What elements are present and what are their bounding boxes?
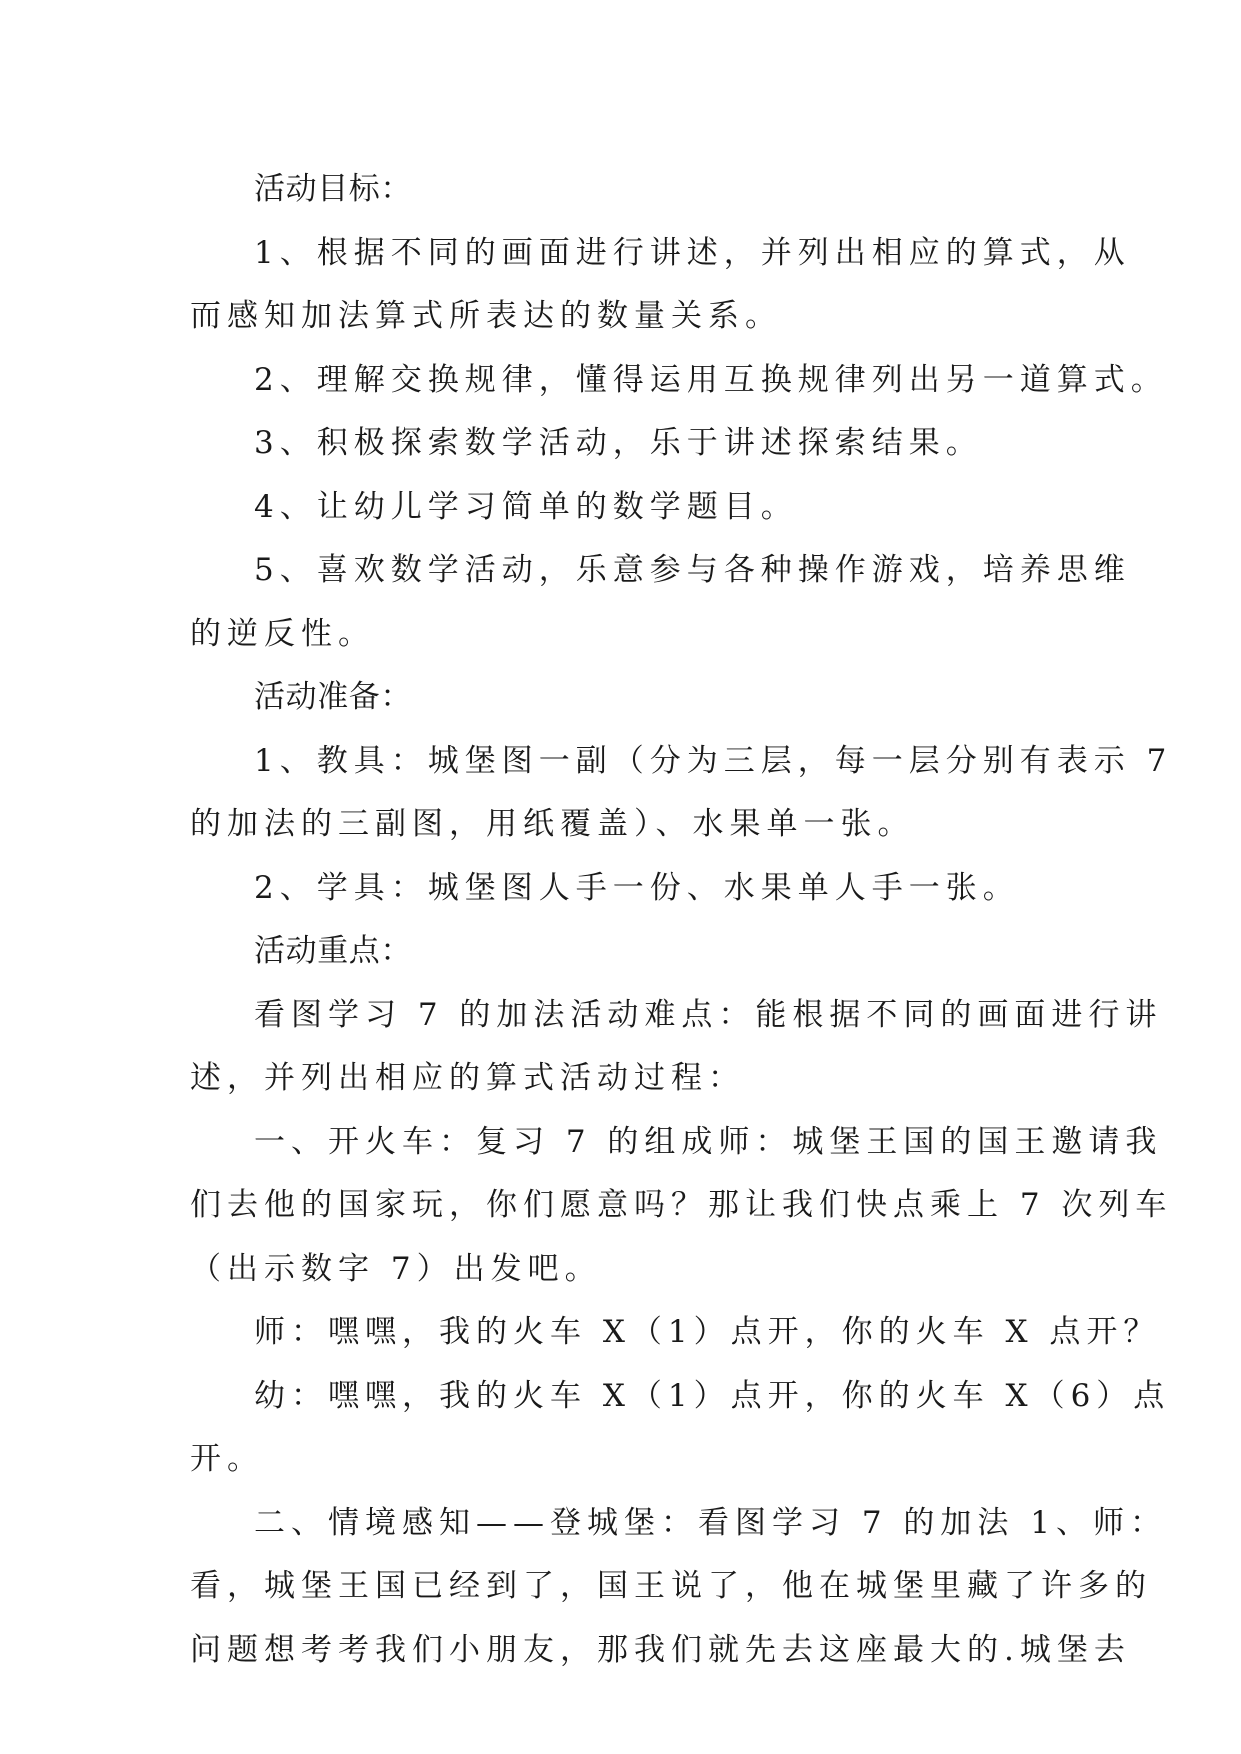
paragraph-line: 1、教具：城堡图一副（分为三层，每一层分别有表示 7	[254, 742, 1173, 779]
paragraph-line: 4、让幼儿学习简单的数学题目。	[254, 488, 798, 525]
paragraph-line: （出示数字 7）出发吧。	[190, 1250, 602, 1287]
paragraph-line: 二、情境感知——登城堡：看图学习 7 的加法 1、师：	[254, 1504, 1168, 1541]
paragraph-line: 的加法的三副图，用纸覆盖）、水果单一张。	[190, 806, 915, 842]
paragraph-line: 幼：嘿嘿，我的火车 X（1）点开，你的火车 X（6）点	[254, 1377, 1171, 1414]
paragraph-line: 们去他的国家玩，你们愿意吗？那让我们快点乘上 7 次列车	[190, 1187, 1173, 1223]
paragraph-line: 开。	[190, 1441, 264, 1477]
paragraph-line: 一、开火车：复习 7 的组成师：城堡王国的国王邀请我	[254, 1123, 1163, 1160]
paragraph-line: 3、积极探索数学活动，乐于讲述探索结果。	[254, 425, 983, 461]
paragraph-line: 问题想考考我们小朋友，那我们就先去这座最大的.城堡去	[190, 1631, 1131, 1668]
paragraph-line: 看图学习 7 的加法活动难点：能根据不同的画面进行讲	[254, 996, 1163, 1033]
paragraph-line: 5、喜欢数学活动，乐意参与各种操作游戏，培养思维	[254, 552, 1131, 588]
heading-activity-focus: 活动重点：	[254, 933, 412, 969]
paragraph-line: 而感知加法算式所表达的数量关系。	[190, 298, 782, 334]
paragraph-line: 看，城堡王国已经到了，国王说了，他在城堡里藏了许多的	[190, 1568, 1152, 1604]
paragraph-line: 2、学具：城堡图人手一份、水果单人手一张。	[254, 869, 1020, 906]
heading-activity-goals: 活动目标：	[254, 171, 412, 207]
paragraph-line: 2、理解交换规律，懂得运用互换规律列出另一道算式。	[254, 361, 1168, 398]
paragraph-line: 1、根据不同的画面进行讲述，并列出相应的算式，从	[254, 234, 1131, 271]
paragraph-line: 师：嘿嘿，我的火车 X（1）点开，你的火车 X 点开？	[254, 1314, 1161, 1350]
paragraph-line: 的逆反性。	[190, 615, 375, 652]
document-page	[190, 158, 1173, 1682]
paragraph-line: 述，并列出相应的算式活动过程：	[190, 1060, 745, 1096]
heading-activity-preparation: 活动准备：	[254, 679, 412, 715]
